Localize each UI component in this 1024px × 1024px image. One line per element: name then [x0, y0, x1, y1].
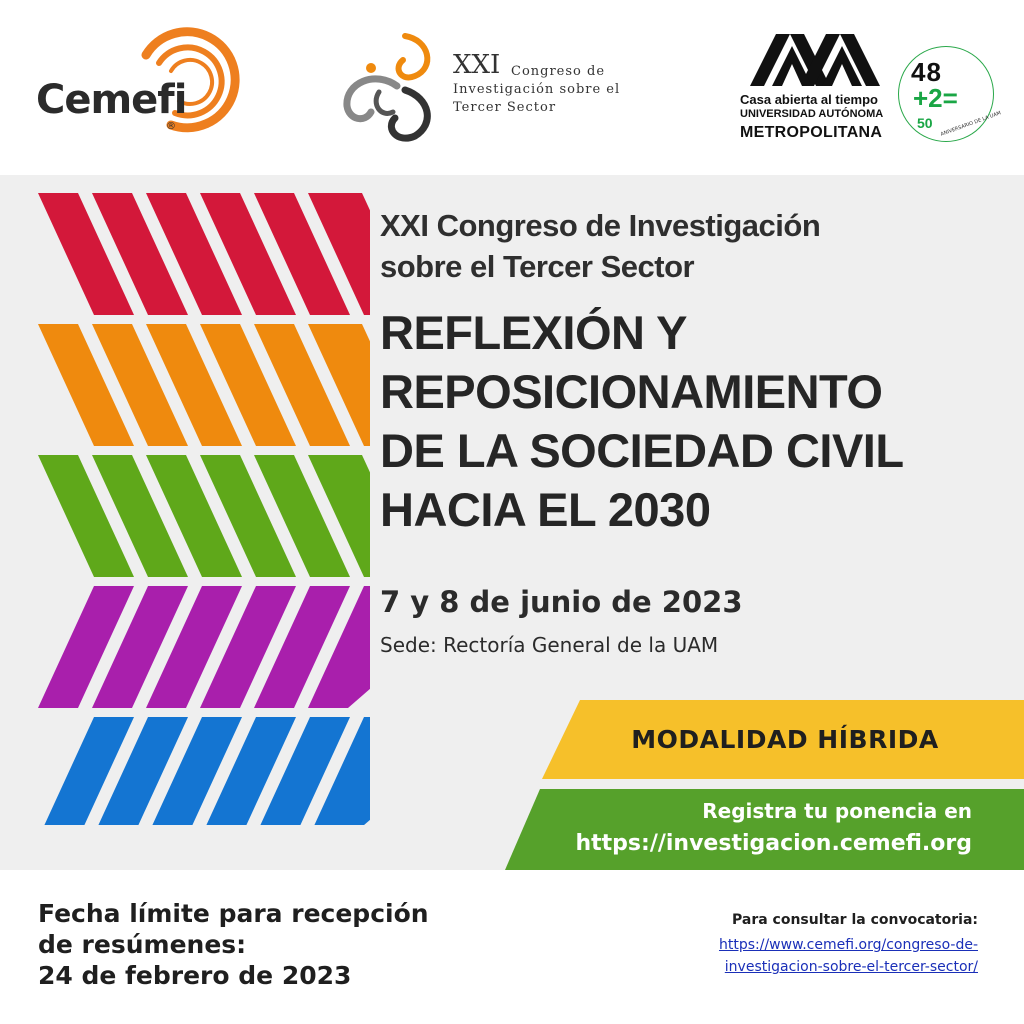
footer — [0, 870, 1024, 1024]
anniversary-caption: ANIVERSARIO DE LA UAM — [939, 110, 1002, 138]
header — [0, 0, 1024, 175]
anniversary-badge[interactable] — [898, 46, 1002, 142]
convocatoria-link-line[interactable]: https://www.cemefi.org/congreso-de- — [718, 937, 978, 953]
congreso-logo[interactable] — [335, 28, 655, 148]
register-cta-text: Registra tu ponencia en — [702, 799, 972, 823]
anniversary-number-top: 48 — [911, 57, 942, 87]
subtitle-line-1: XXI Congreso de Investigación — [380, 208, 821, 243]
headline-line: HACIA EL 2030 — [380, 483, 711, 536]
deadline-line: de resúmenes: — [38, 930, 247, 959]
congreso-line-3: Tercer Sector — [453, 100, 557, 115]
convocatoria-link-line[interactable]: investigacion-sobre-el-tercer-sector/ — [724, 959, 978, 975]
modality-label: MODALIDAD HÍBRIDA — [631, 725, 939, 754]
congreso-line-1: Congreso de — [511, 64, 606, 79]
deadline-date: 24 de febrero de 2023 — [38, 961, 352, 990]
cemefi-logo[interactable] — [36, 25, 241, 140]
deadline-text — [38, 898, 429, 991]
subtitle-line-2: sobre el Tercer Sector — [380, 249, 695, 284]
headline-line: REPOSICIONAMIENTO — [380, 365, 883, 418]
event-headline — [380, 303, 1020, 539]
uam-logo[interactable] — [740, 32, 895, 147]
swirl-emblem-icon — [335, 28, 450, 148]
cemefi-wordmark: Cemefi — [36, 77, 187, 123]
anniversary-number-bottom: 50 — [917, 115, 933, 131]
deadline-line: Fecha límite para recepción — [38, 899, 429, 928]
uam-motto: Casa abierta al tiempo — [740, 92, 878, 107]
uam-name-line-1: UNIVERSIDAD AUTÓNOMA — [740, 108, 884, 120]
registered-mark: ® — [166, 121, 176, 132]
convocatoria-link[interactable] — [719, 934, 978, 978]
event-date: 7 y 8 de junio de 2023 — [380, 585, 743, 619]
main-panel — [0, 175, 1024, 870]
anniversary-number-middle: +2= — [913, 83, 958, 113]
event-subtitle — [380, 205, 1000, 287]
event-venue: Sede: Rectoría General de la UAM — [380, 633, 719, 657]
headline-line: REFLEXIÓN Y — [380, 306, 688, 359]
congreso-line-2: Investigación sobre el — [453, 82, 621, 97]
consult-label: Para consultar la convocatoria: — [731, 912, 978, 928]
congreso-roman-numeral: XXI — [453, 50, 501, 80]
register-url-link[interactable]: https://investigacion.cemefi.org — [575, 831, 972, 856]
headline-line: DE LA SOCIEDAD CIVIL — [380, 424, 904, 477]
uam-name-line-2: METROPOLITANA — [740, 124, 883, 141]
uam-emblem-icon — [750, 32, 880, 88]
